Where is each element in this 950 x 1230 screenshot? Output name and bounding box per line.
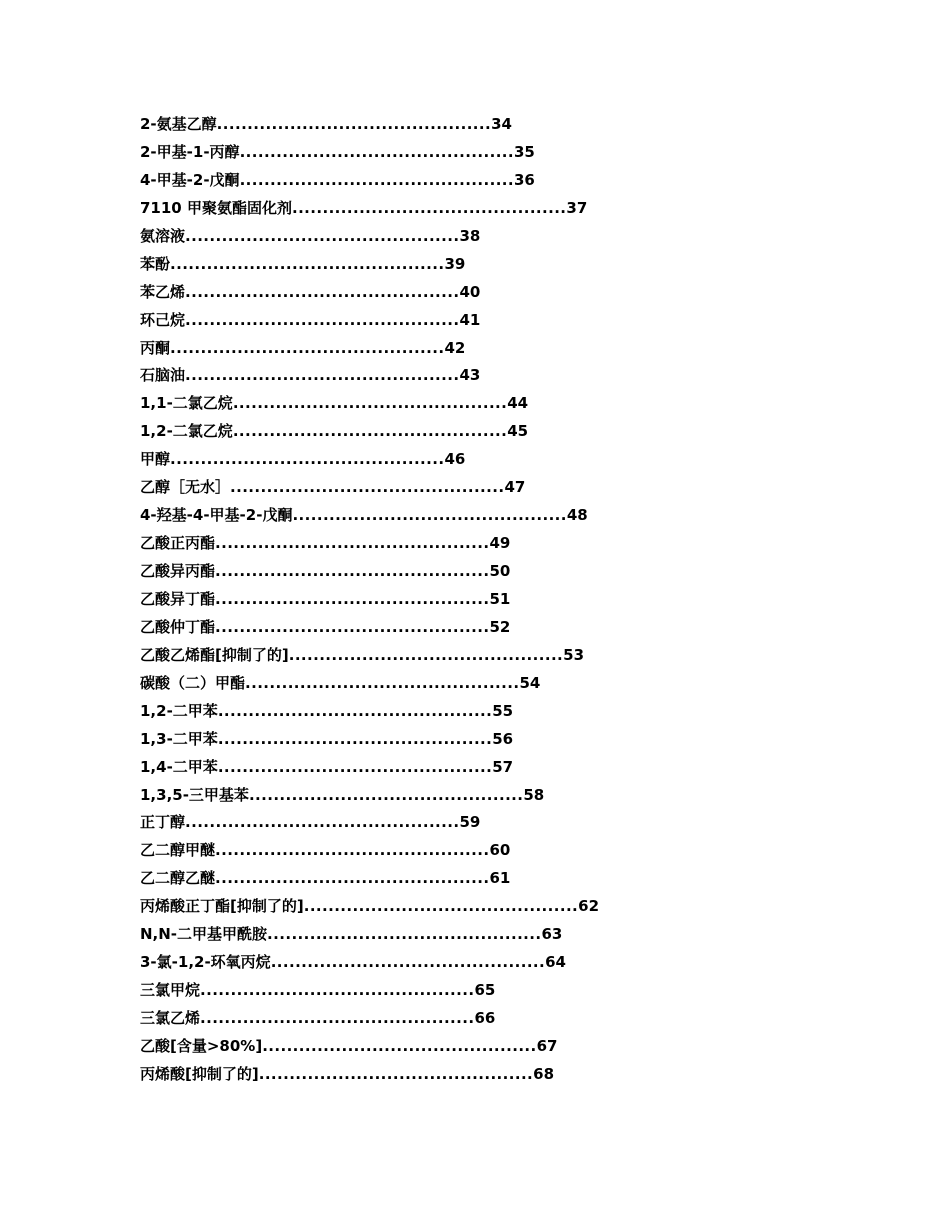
toc-entry[interactable] xyxy=(140,1007,860,1035)
toc-leader-dots: ............................................. xyxy=(239,170,514,189)
toc-page-number: 66 xyxy=(474,1009,496,1027)
toc-entry[interactable] xyxy=(140,616,860,644)
toc-page-number: 50 xyxy=(489,562,511,580)
toc-leader-dots: ............................................. xyxy=(170,338,445,357)
toc-entry-title: 1,2-二甲苯 xyxy=(140,701,218,720)
toc-entry-title: 1,1-二氯乙烷 xyxy=(140,394,233,413)
toc-leader-dots: ............................................. xyxy=(215,534,490,553)
toc-entry[interactable] xyxy=(140,253,860,281)
toc-leader-dots: ............................................. xyxy=(267,925,542,944)
toc-leader-dots: ............................................. xyxy=(239,142,514,161)
toc-entry[interactable] xyxy=(140,197,860,225)
toc-entry-title: 三氯乙烯 xyxy=(140,1009,201,1027)
toc-leader-dots: ............................................. xyxy=(232,394,508,413)
toc-entry[interactable] xyxy=(140,309,860,337)
toc-leader-dots: ............................................. xyxy=(185,282,460,301)
toc-leader-dots: ............................................. xyxy=(245,673,520,692)
toc-entry-title: 正丁醇 xyxy=(140,813,186,832)
toc-leader-dots: ............................................. xyxy=(215,617,490,636)
toc-entry-title: 苯酚 xyxy=(140,254,171,273)
toc-entry-title: 丙烯酸[抑制了的] xyxy=(140,1064,259,1083)
toc-entry[interactable] xyxy=(140,979,860,1007)
toc-entry[interactable] xyxy=(140,839,860,867)
toc-entry-title: 丙酮 xyxy=(140,338,171,357)
toc-entry[interactable] xyxy=(140,420,860,448)
toc-entry-title: 1,2-二氯乙烷 xyxy=(140,422,233,441)
toc-entry[interactable] xyxy=(140,476,860,504)
toc-page-number: 59 xyxy=(459,813,481,832)
toc-entry[interactable] xyxy=(140,784,860,812)
toc-entry[interactable] xyxy=(140,867,860,895)
toc-leader-dots: ............................................. xyxy=(232,422,508,441)
toc-entry-title: 乙酸仲丁酯 xyxy=(140,617,216,636)
toc-page-number: 61 xyxy=(489,869,511,888)
toc-entry-title: 三氯甲烷 xyxy=(140,981,201,1000)
toc-page-number: 51 xyxy=(489,589,511,608)
toc-entry[interactable] xyxy=(140,281,860,309)
toc-entry-title: 乙酸[含量>80%] xyxy=(140,1036,263,1055)
toc-entry[interactable] xyxy=(140,895,860,923)
toc-entry[interactable] xyxy=(140,169,860,197)
toc-entry[interactable] xyxy=(140,225,860,253)
toc-leader-dots: ............................................. xyxy=(291,198,567,217)
toc-entry[interactable] xyxy=(140,364,860,392)
toc-entry[interactable] xyxy=(140,951,860,979)
toc-entry[interactable] xyxy=(140,700,860,728)
toc-entry[interactable] xyxy=(140,532,860,560)
toc-page-number: 65 xyxy=(474,981,496,1000)
toc-entry-title: 2-氨基乙醇 xyxy=(140,115,217,133)
toc-entry-title: 乙二醇乙醚 xyxy=(140,869,216,888)
toc-page-number: 54 xyxy=(519,673,541,692)
toc-entry-title: 2-甲基-1-丙醇 xyxy=(140,142,240,161)
toc-entry[interactable] xyxy=(140,560,860,588)
toc-page-number: 62 xyxy=(578,897,600,916)
toc-leader-dots: ............................................. xyxy=(200,1009,475,1027)
toc-leader-dots: ............................................. xyxy=(170,450,445,469)
toc-page-number: 35 xyxy=(513,142,535,161)
toc-entry-title: 1,4-二甲苯 xyxy=(140,757,218,776)
toc-leader-dots: ............................................. xyxy=(270,953,546,972)
toc-page-number: 46 xyxy=(444,450,466,469)
toc-entry-title: 7110 甲聚氨酯固化剂 xyxy=(140,198,292,217)
toc-entry[interactable] xyxy=(140,504,860,532)
toc-entry-title: 丙烯酸正丁酯[抑制了的] xyxy=(140,897,304,916)
toc-entry[interactable] xyxy=(140,1035,860,1063)
toc-entry[interactable] xyxy=(140,113,860,141)
toc-page-number: 34 xyxy=(491,115,512,133)
toc-page-number: 58 xyxy=(523,785,545,804)
toc-leader-dots: ............................................. xyxy=(185,310,460,329)
toc-page-number: 38 xyxy=(459,226,481,245)
toc-entry[interactable] xyxy=(140,588,860,616)
toc-entry-title: 3-氯-1,2-环氧丙烷 xyxy=(140,953,271,972)
toc-leader-dots: ............................................. xyxy=(217,729,493,748)
toc-leader-dots: ............................................. xyxy=(217,757,493,776)
toc-leader-dots: ............................................. xyxy=(248,785,524,804)
toc-entry-title: 乙酸异丁酯 xyxy=(140,589,216,608)
toc-entry[interactable] xyxy=(140,728,860,756)
toc-page-number: 68 xyxy=(533,1064,555,1083)
toc-entry-title: 石脑油 xyxy=(140,366,186,385)
toc-entry[interactable] xyxy=(140,811,860,839)
toc-leader-dots: ............................................. xyxy=(200,981,475,1000)
toc-page-number: 40 xyxy=(459,282,481,301)
toc-page-number: 48 xyxy=(566,506,588,525)
toc-page-number: 42 xyxy=(444,338,466,357)
toc-entry[interactable] xyxy=(140,448,860,476)
toc-leader-dots: ............................................. xyxy=(288,645,564,664)
toc-leader-dots: ............................................. xyxy=(258,1064,534,1083)
toc-page-number: 64 xyxy=(545,953,566,972)
toc-entry-title: 乙二醇甲醚 xyxy=(140,841,216,860)
toc-entry-title: 4-甲基-2-戊酮 xyxy=(140,170,240,189)
toc-leader-dots: ............................................. xyxy=(217,701,493,720)
toc-entry[interactable] xyxy=(140,672,860,700)
toc-entry-title: 甲醇 xyxy=(140,450,171,469)
toc-page-number: 39 xyxy=(444,254,466,273)
toc-page-number: 47 xyxy=(504,478,526,497)
toc-entry[interactable] xyxy=(140,923,860,951)
toc-entry-title: N,N-二甲基甲酰胺 xyxy=(140,925,268,944)
toc-page-number: 44 xyxy=(507,394,529,413)
toc-page-number: 43 xyxy=(459,366,481,385)
toc-page-number: 67 xyxy=(536,1036,558,1055)
toc-leader-dots: ............................................. xyxy=(292,506,567,525)
toc-entry-title: 1,3,5-三甲基苯 xyxy=(140,785,249,804)
toc-entry[interactable] xyxy=(140,141,860,169)
toc-page-number: 60 xyxy=(489,841,511,860)
toc-leader-dots: ............................................. xyxy=(215,589,490,608)
toc-page-number: 63 xyxy=(541,925,563,944)
toc-leader-dots: ............................................. xyxy=(215,869,490,888)
toc-entry-title: 乙醇［无水］ xyxy=(140,478,231,497)
toc-leader-dots: ............................................. xyxy=(216,115,492,133)
toc-leader-dots: ............................................. xyxy=(185,366,460,385)
table-of-contents xyxy=(140,113,860,1091)
toc-entry[interactable] xyxy=(140,756,860,784)
toc-entry-title: 碳酸（二）甲酯 xyxy=(140,673,246,692)
toc-page-number: 57 xyxy=(492,757,514,776)
toc-entry-title: 乙酸异丙酯 xyxy=(140,562,216,580)
toc-leader-dots: ............................................. xyxy=(185,226,460,245)
toc-entry-title: 乙酸乙烯酯[抑制了的] xyxy=(140,645,289,664)
toc-entry-title: 乙酸正丙酯 xyxy=(140,534,216,553)
toc-entry-title: 环己烷 xyxy=(140,310,186,329)
toc-page-number: 53 xyxy=(563,645,585,664)
toc-page-number: 49 xyxy=(489,534,511,553)
toc-page-number: 56 xyxy=(492,729,514,748)
toc-page-number: 52 xyxy=(489,617,511,636)
toc-entry[interactable] xyxy=(140,644,860,672)
toc-page-number: 45 xyxy=(507,422,529,441)
toc-leader-dots: ............................................. xyxy=(170,254,445,273)
toc-entry[interactable] xyxy=(140,1063,860,1091)
toc-entry-title: 4-羟基-4-甲基-2-戊酮 xyxy=(140,506,293,525)
toc-page-number: 37 xyxy=(566,198,588,217)
toc-leader-dots: ............................................. xyxy=(185,813,460,832)
toc-entry[interactable] xyxy=(140,392,860,420)
toc-page-number: 36 xyxy=(513,170,535,189)
toc-entry-title: 1,3-二甲苯 xyxy=(140,729,218,748)
toc-page-number: 41 xyxy=(459,310,481,329)
toc-leader-dots: ............................................. xyxy=(262,1036,537,1055)
toc-leader-dots: ............................................. xyxy=(215,841,490,860)
toc-entry-title: 氨溶液 xyxy=(140,226,186,245)
toc-leader-dots: ............................................. xyxy=(303,897,579,916)
toc-leader-dots: ............................................. xyxy=(230,478,505,497)
toc-leader-dots: ............................................. xyxy=(215,562,490,580)
toc-page-number: 55 xyxy=(492,701,514,720)
toc-entry[interactable] xyxy=(140,337,860,365)
toc-entry-title: 苯乙烯 xyxy=(140,282,186,301)
